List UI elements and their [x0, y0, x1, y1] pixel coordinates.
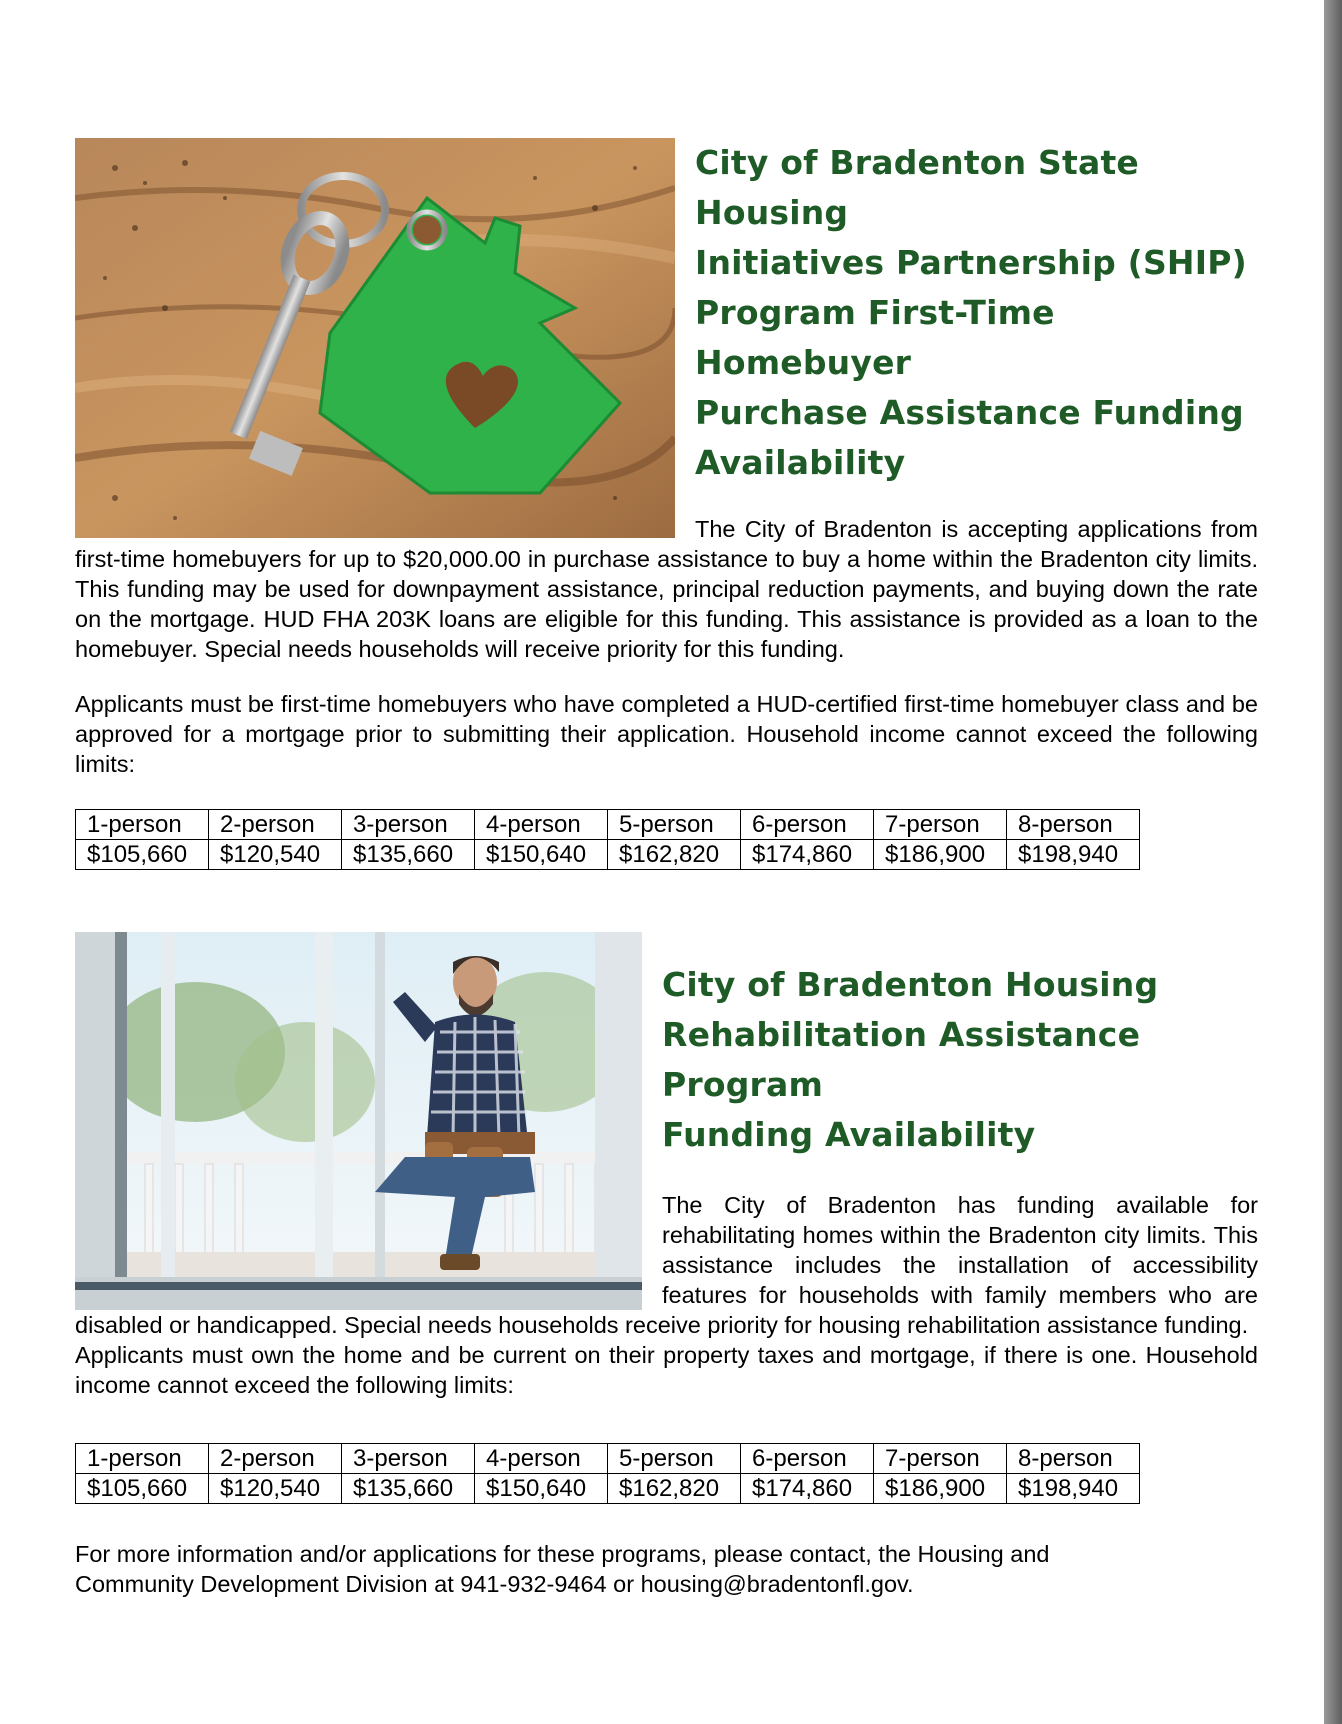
rehab-description: The City of Bradenton has funding available for rehabilitating homes within the Bradenton city limits. This assistance includes the installation of accessibility features for households with family members who are disabled or handicapped. Special needs households receive priority for housing rehabilitation assistance funding.	[75, 1192, 1258, 1338]
income-limit-cell: $135,660	[342, 1474, 475, 1504]
income-limit-cell: $186,900	[874, 840, 1007, 870]
table-row	[76, 1474, 1140, 1504]
rehab-heading-line: City of Bradenton Housing	[662, 965, 1159, 1004]
income-limit-cell: $186,900	[874, 1474, 1007, 1504]
key-house-illustration	[75, 138, 675, 538]
rehab-section	[75, 932, 1258, 1400]
household-size-cell: 4-person	[475, 1444, 608, 1474]
key-house-photo	[75, 138, 675, 538]
household-size-cell: 7-person	[874, 810, 1007, 840]
income-limit-cell: $162,820	[608, 1474, 741, 1504]
ship-description: The City of Bradenton is accepting applications from first-time homebuyers for up to $20,000.00 in purchase assistance to buy a home within the Bradenton city limits. This funding may be used for downpayment assistance, principal reduction payments, and buying down the rate on the mortgage. HUD FHA 203K loans are eligible for this funding. This assistance is provided as a loan to the homebuyer. Special needs households will receive priority for this funding.	[75, 516, 1258, 662]
income-limit-cell: $162,820	[608, 840, 741, 870]
household-size-cell: 8-person	[1007, 810, 1140, 840]
contractor-illustration	[75, 932, 642, 1310]
income-limit-cell: $120,540	[209, 1474, 342, 1504]
rehab-heading-line: Rehabilitation Assistance Program	[662, 1015, 1141, 1104]
household-size-cell: 1-person	[76, 1444, 209, 1474]
income-limit-cell: $150,640	[475, 1474, 608, 1504]
household-size-cell: 2-person	[209, 810, 342, 840]
income-limit-cell: $150,640	[475, 840, 608, 870]
ship-heading-line: Program First-Time Homebuyer	[695, 293, 1055, 382]
income-limit-cell: $174,860	[741, 1474, 874, 1504]
income-limit-cell: $105,660	[76, 840, 209, 870]
contact-line: Community Development Division at 941-932-9464 or housing@bradentonfl.gov.	[75, 1571, 914, 1597]
household-size-cell: 1-person	[76, 810, 209, 840]
ship-heading-line: Purchase Assistance Funding	[695, 393, 1244, 432]
rehab-eligibility: Applicants must own the home and be current on their property taxes and mortgage, if there is one. Household income cannot exceed the following limits:	[75, 1342, 1258, 1398]
table-row	[76, 840, 1140, 870]
household-size-cell: 6-person	[741, 810, 874, 840]
household-size-cell: 3-person	[342, 810, 475, 840]
income-limit-cell: $198,940	[1007, 840, 1140, 870]
household-size-cell: 5-person	[608, 1444, 741, 1474]
ship-heading-line: Availability	[695, 443, 906, 482]
income-limit-cell: $120,540	[209, 840, 342, 870]
household-size-cell: 5-person	[608, 810, 741, 840]
income-limit-cell: $198,940	[1007, 1474, 1140, 1504]
household-size-cell: 8-person	[1007, 1444, 1140, 1474]
page-edge-shadow	[1324, 0, 1342, 1724]
ship-heading-line: City of Bradenton State Housing	[695, 143, 1140, 232]
income-limits-table-rehab	[75, 1443, 1140, 1504]
table-header-row	[76, 1444, 1140, 1474]
ship-section	[75, 138, 1258, 664]
ship-heading-line: Initiatives Partnership (SHIP)	[695, 243, 1247, 282]
contact-info	[75, 1539, 1258, 1599]
household-size-cell: 6-person	[741, 1444, 874, 1474]
household-size-cell: 2-person	[209, 1444, 342, 1474]
income-limits-table-ship	[75, 809, 1140, 870]
household-size-cell: 4-person	[475, 810, 608, 840]
household-size-cell: 3-person	[342, 1444, 475, 1474]
income-limit-cell: $174,860	[741, 840, 874, 870]
contractor-photo	[75, 932, 642, 1310]
table-header-row	[76, 810, 1140, 840]
household-size-cell: 7-person	[874, 1444, 1007, 1474]
ship-eligibility: Applicants must be first-time homebuyers who have completed a HUD-certified first-time homebuyer class and be approved for a mortgage prior to submitting their application. Household income cannot exceed the following limits:	[75, 691, 1258, 777]
rehab-heading-line: Funding Availability	[662, 1115, 1036, 1154]
contact-line: For more information and/or applications for these programs, please contact, the Housing and	[75, 1541, 1050, 1567]
income-limit-cell: $135,660	[342, 840, 475, 870]
income-limit-cell: $105,660	[76, 1474, 209, 1504]
